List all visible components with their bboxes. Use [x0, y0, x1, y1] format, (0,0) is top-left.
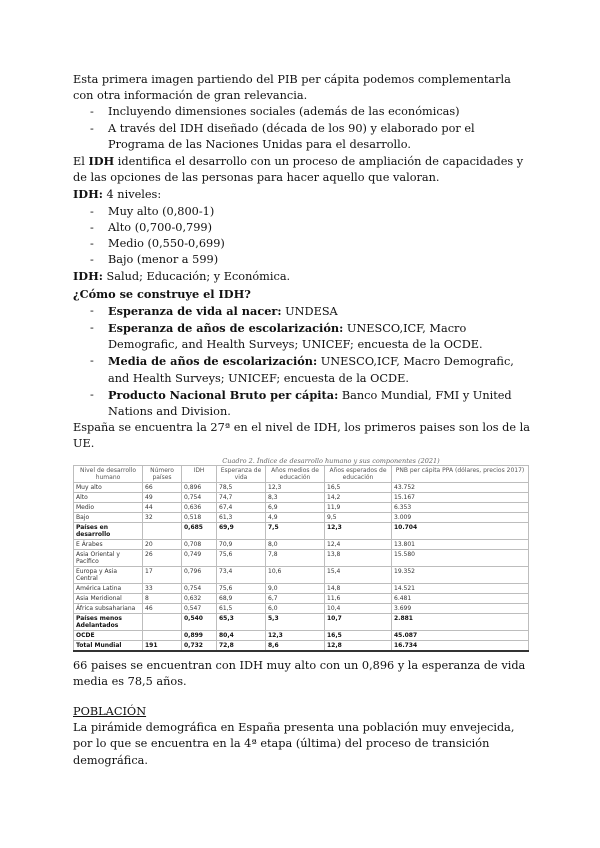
how-title — [73, 286, 531, 303]
item-text: UNESCO,ICF, Macro Demografic, and Health Surveys; UNICEF; encuesta de la OCDE. — [108, 355, 514, 385]
table-cell: 0,749 — [182, 549, 217, 566]
table-cell: 0,685 — [182, 522, 217, 539]
table-header-cell: Años medios de educación — [266, 465, 325, 482]
table-caption: Cuadro 2. Índice de desarrollo humano y sus componentes (2021) — [222, 456, 440, 465]
table-cell: 20 — [143, 539, 182, 549]
table-cell: 2.881 — [392, 613, 529, 630]
table-cell: Total Mundial — [74, 640, 143, 651]
levels-heading — [73, 186, 531, 203]
table-cell: 11,9 — [325, 502, 392, 512]
table-row — [74, 640, 529, 651]
list-item: - Muy alto (0,800-1) — [73, 204, 531, 220]
table-cell: 66 — [143, 482, 182, 492]
text-span: identifica el desarrollo con un proceso de ampliación de capacidades y de las opciones de las personas para hacer aquello que valoran. — [73, 155, 524, 185]
table-cell: 75,6 — [217, 583, 266, 593]
intro-list — [73, 104, 531, 153]
table-cell: 6,7 — [266, 593, 325, 603]
table-cell: 16,5 — [325, 482, 392, 492]
table-cell: Alto — [74, 492, 143, 502]
table-cell: 8,6 — [266, 640, 325, 651]
dimensions-line — [73, 268, 531, 285]
table-cell: 12,3 — [325, 522, 392, 539]
table-cell: 15.167 — [392, 492, 529, 502]
table-cell: 0,708 — [182, 539, 217, 549]
idh-definition — [73, 153, 531, 186]
item-term: Producto Nacional Bruto per cápita: — [108, 387, 339, 402]
table-cell: Asia Meridional — [74, 593, 143, 603]
idh-table-figure — [73, 457, 529, 652]
table-header-cell: Años esperados de educación — [325, 465, 392, 482]
table-cell: 16.734 — [392, 640, 529, 651]
table-header-cell: Número países — [143, 465, 182, 482]
dims-text: Salud; Educación; y Económica. — [102, 270, 291, 284]
table-cell: 32 — [143, 512, 182, 522]
table-cell: 72,8 — [217, 640, 266, 651]
table-cell: 14.521 — [392, 583, 529, 593]
list-item — [73, 353, 531, 386]
table-cell: 74,7 — [217, 492, 266, 502]
table-header-cell: IDH — [182, 465, 217, 482]
table-cell: 65,3 — [217, 613, 266, 630]
how-title-text: ¿Cómo se construye el IDH? — [73, 286, 251, 301]
table-row — [74, 593, 529, 603]
table-row — [74, 482, 529, 492]
table-cell: 15,4 — [325, 566, 392, 583]
table-cell: 26 — [143, 549, 182, 566]
table-row — [74, 566, 529, 583]
list-item — [73, 320, 531, 353]
table-cell: Bajo — [74, 512, 143, 522]
table-cell: 10,4 — [325, 603, 392, 613]
table-cell: 67,4 — [217, 502, 266, 512]
table-cell: Países menos Adelantados — [74, 613, 143, 630]
table-cell: 0,518 — [182, 512, 217, 522]
table-row — [74, 630, 529, 640]
table-row — [74, 549, 529, 566]
intro-paragraph: Esta primera imagen partiendo del PIB per cápita podemos complementarla con otra información de gran relevancia. — [73, 73, 511, 103]
table-cell: 16,5 — [325, 630, 392, 640]
table-cell: Medio — [74, 502, 143, 512]
table-cell: 17 — [143, 566, 182, 583]
table-cell: 0,754 — [182, 583, 217, 593]
table-cell: 0,540 — [182, 613, 217, 630]
table-cell: 0,796 — [182, 566, 217, 583]
table-cell: 13,8 — [325, 549, 392, 566]
dims-term: IDH: — [73, 269, 103, 284]
table-cell: 0,547 — [182, 603, 217, 613]
item-term: Esperanza de vida al nacer: — [108, 303, 282, 318]
table-cell — [143, 522, 182, 539]
document-page — [73, 72, 531, 769]
table-cell: 0,896 — [182, 482, 217, 492]
spacer — [73, 690, 531, 704]
table-cell: 6.353 — [392, 502, 529, 512]
table-cell: 3.009 — [392, 512, 529, 522]
table-row — [74, 492, 529, 502]
list-item: - Medio (0,550-0,699) — [73, 236, 531, 252]
idh-term: IDH — [88, 154, 115, 169]
table-row — [74, 539, 529, 549]
list-item — [73, 387, 531, 420]
table-row — [74, 502, 529, 512]
table-cell: 61,3 — [217, 512, 266, 522]
table-header-cell: Nivel de desarrollo humano — [74, 465, 143, 482]
table-cell: 69,9 — [217, 522, 266, 539]
table-cell: 6,9 — [266, 502, 325, 512]
levels-list — [73, 204, 531, 269]
table-cell: Muy alto — [74, 482, 143, 492]
table-cell: 8,3 — [266, 492, 325, 502]
table-cell: 8,0 — [266, 539, 325, 549]
item-text: UNESCO,ICF, Macro Demografic, and Health Surveys; UNICEF; encuesta de la OCDE. — [108, 322, 483, 352]
table-cell: 10.704 — [392, 522, 529, 539]
table-cell: 15.580 — [392, 549, 529, 566]
text-span: El — [73, 155, 89, 169]
table-row — [74, 512, 529, 522]
table-cell: 49 — [143, 492, 182, 502]
table-header-cell: PNB per cápita PPA (dólares, precios 2017) — [392, 465, 529, 482]
table-cell: 3.699 — [392, 603, 529, 613]
table-cell: 75,6 — [217, 549, 266, 566]
table-cell: OCDE — [74, 630, 143, 640]
after-table-paragraph: 66 paises se encuentran con IDH muy alto con un 0,896 y la esperanza de vida media es 78,5 años. — [73, 658, 526, 688]
item-term: Media de años de escolarización: — [108, 354, 318, 369]
table-cell: 33 — [143, 583, 182, 593]
table-cell: Países en desarrollo — [74, 522, 143, 539]
table-cell: 0,732 — [182, 640, 217, 651]
list-item — [73, 303, 531, 320]
table-cell: E Árabes — [74, 539, 143, 549]
table-cell: 12,4 — [325, 539, 392, 549]
item-text: Banco Mundial, FMI y United Nations and Division. — [108, 388, 512, 419]
table-cell: 12,8 — [325, 640, 392, 651]
table-header-cell: Esperanza de vida — [217, 465, 266, 482]
table-cell: 7,5 — [266, 522, 325, 539]
how-list — [73, 303, 531, 420]
table-cell: América Latina — [74, 583, 143, 593]
table-cell: 19.352 — [392, 566, 529, 583]
table-cell — [143, 630, 182, 640]
table-cell — [143, 613, 182, 630]
table-cell: 44 — [143, 502, 182, 512]
item-text: UNDESA — [281, 304, 338, 318]
table-row — [74, 583, 529, 593]
table-cell: 73,4 — [217, 566, 266, 583]
levels-term: IDH: — [73, 187, 103, 202]
population-title: POBLACIÓN — [73, 705, 147, 719]
table-cell: África subsahariana — [74, 603, 143, 613]
table-row — [74, 522, 529, 539]
table-cell: 0,899 — [182, 630, 217, 640]
table-row — [74, 603, 529, 613]
table-cell: 12,3 — [266, 630, 325, 640]
population-paragraph: La pirámide demográfica en España presenta una población muy envejecida, por lo que se encuentra en la 4ª etapa (última) del proceso de transición demográfica. — [73, 721, 515, 767]
table-cell: 0,636 — [182, 502, 217, 512]
table-cell: 10,6 — [266, 566, 325, 583]
table-cell: 68,9 — [217, 593, 266, 603]
spain-paragraph: España se encuentra la 27ª en el nivel de IDH, los primeros paises son los de la UE. — [73, 421, 531, 451]
table-cell: 191 — [143, 640, 182, 651]
table-cell: 61,5 — [217, 603, 266, 613]
list-item: - Incluyendo dimensiones sociales (además de las económicas) — [73, 104, 531, 120]
table-header-row — [74, 465, 529, 482]
table-cell: 11,6 — [325, 593, 392, 603]
table-cell: Europa y Asia Central — [74, 566, 143, 583]
table-cell: 45.087 — [392, 630, 529, 640]
table-cell: 78,5 — [217, 482, 266, 492]
table-cell: 14,2 — [325, 492, 392, 502]
table-cell: 12,3 — [266, 482, 325, 492]
idh-table — [73, 465, 529, 652]
table-cell: 6,0 — [266, 603, 325, 613]
table-cell: 80,4 — [217, 630, 266, 640]
table-cell: 0,754 — [182, 492, 217, 502]
table-cell: 6.481 — [392, 593, 529, 603]
list-item: - Bajo (menor a 599) — [73, 252, 531, 268]
list-item: - A través del IDH diseñado (década de los 90) y elaborado por el Programa de las Naciones Unidas para el desarrollo. — [73, 121, 531, 153]
table-cell: 46 — [143, 603, 182, 613]
table-cell: 70,9 — [217, 539, 266, 549]
table-cell: 14,8 — [325, 583, 392, 593]
table-cell: Asia Oriental y Pacífico — [74, 549, 143, 566]
table-cell: 13.801 — [392, 539, 529, 549]
table-cell: 9,5 — [325, 512, 392, 522]
levels-text: 4 niveles: — [102, 188, 162, 202]
table-cell: 10,7 — [325, 613, 392, 630]
table-cell: 4,9 — [266, 512, 325, 522]
list-item: - Alto (0,700-0,799) — [73, 220, 531, 236]
table-cell: 9,0 — [266, 583, 325, 593]
item-term: Esperanza de años de escolarización: — [108, 321, 344, 336]
table-cell: 0,632 — [182, 593, 217, 603]
table-row — [74, 613, 529, 630]
table-cell: 8 — [143, 593, 182, 603]
table-cell: 5,3 — [266, 613, 325, 630]
table-cell: 43.752 — [392, 482, 529, 492]
table-cell: 7,8 — [266, 549, 325, 566]
